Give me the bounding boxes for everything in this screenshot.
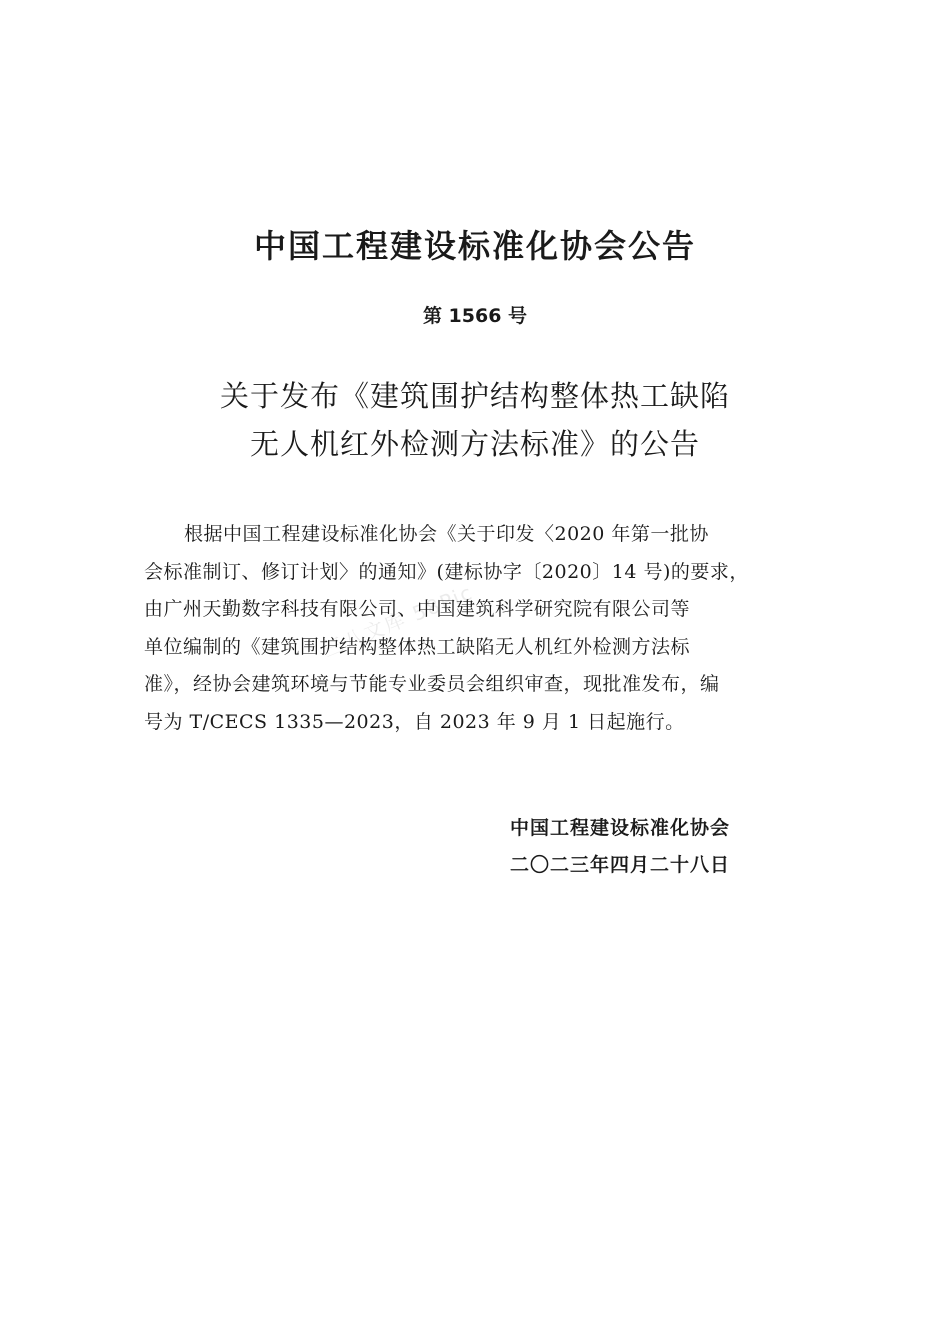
body-line-6: 号为 T/CECS 1335—2023，自 2023 年 9 月 1 日起施行。	[144, 710, 685, 733]
subtitle-line-1: 关于发布《建筑围护结构整体热工缺陷	[219, 379, 730, 413]
announcement-subtitle	[0, 372, 950, 468]
watermark: 三八文库 58Pic	[319, 579, 477, 662]
signature-date: 二〇二三年四月二十八日	[510, 854, 731, 876]
signature-organization: 中国工程建设标准化协会	[510, 817, 731, 839]
signature-block	[510, 810, 730, 884]
subtitle-line-2: 无人机红外检测方法标准》的公告	[249, 427, 700, 461]
announcement-body	[144, 516, 834, 741]
announcement-number: 第 1566 号	[422, 305, 528, 327]
body-line-1: 根据中国工程建设标准化协会《关于印发〈2020 年第一批协	[184, 523, 709, 545]
page-title: 中国工程建设标准化协会公告	[253, 227, 696, 265]
body-line-5: 准》，经协会建筑环境与节能专业委员会组织审查，现批准发布，编	[144, 673, 720, 695]
body-line-3: 由广州天勤数字科技有限公司、中国建筑科学研究院有限公司等	[144, 598, 691, 620]
body-line-4: 单位编制的《建筑围护结构整体热工缺陷无人机红外检测方法标	[144, 635, 691, 658]
body-line-2: 会标准制订、修订计划〉的通知》(建标协字〔2020〕14 号)的要求，	[144, 560, 749, 583]
